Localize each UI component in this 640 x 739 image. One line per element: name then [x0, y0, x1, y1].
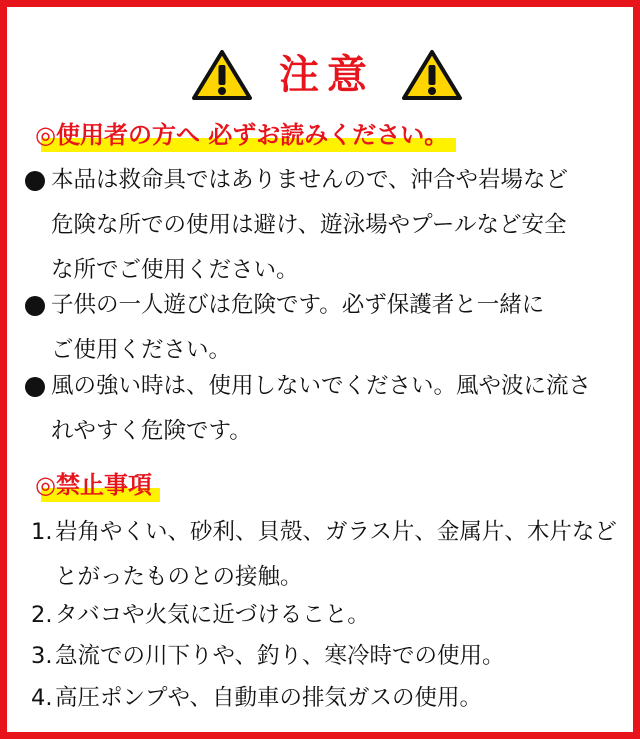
item-number: 3.: [31, 643, 53, 669]
item-number: 4.: [31, 685, 53, 711]
bullet-icon: [25, 377, 45, 397]
caution-item-line: 本品は救命具ではありませんので、沖合や岩場など: [51, 167, 569, 193]
section-heading-text: ◎使用者の方へ 必ずお読みください。: [35, 121, 449, 149]
caution-item-line: ご使用ください。: [51, 337, 232, 363]
title-row: [7, 45, 640, 105]
item-number: 2.: [31, 602, 53, 628]
prohibited-item-line: 急流での川下りや、釣り、寒冷時での使用。: [55, 643, 505, 669]
caution-item-line: れやすく危険です。: [51, 418, 252, 444]
caution-item-line: 子供の一人遊びは危険です。必ず保護者と一緒に: [51, 292, 545, 318]
section-heading-users: [35, 117, 448, 153]
warning-triangle-icon: [401, 49, 463, 101]
warning-triangle-icon: [191, 49, 253, 101]
prohibited-item-line: とがったものとの接触。: [55, 564, 303, 590]
section-heading-text: ◎禁止事項: [35, 471, 152, 499]
prohibited-item-line: タバコや火気に近づけること。: [55, 602, 370, 628]
page-title: 注意: [279, 52, 375, 98]
bullet-icon: [25, 171, 45, 191]
bullet-icon: [25, 296, 45, 316]
caution-item-line: 風の強い時は、使用しないでください。風や波に流さ: [51, 373, 592, 399]
caution-item-line: な所でご使用ください。: [51, 257, 299, 283]
prohibited-item-line: 高圧ポンプや、自動車の排気ガスの使用。: [55, 685, 483, 711]
item-number: 1.: [31, 519, 53, 545]
section-heading-prohibited: [35, 467, 152, 503]
caution-item-line: 危険な所での使用は避け、遊泳場やプールなど安全: [51, 212, 567, 238]
prohibited-item-line: 岩角やくい、砂利、貝殻、ガラス片、金属片、木片など: [55, 519, 617, 545]
